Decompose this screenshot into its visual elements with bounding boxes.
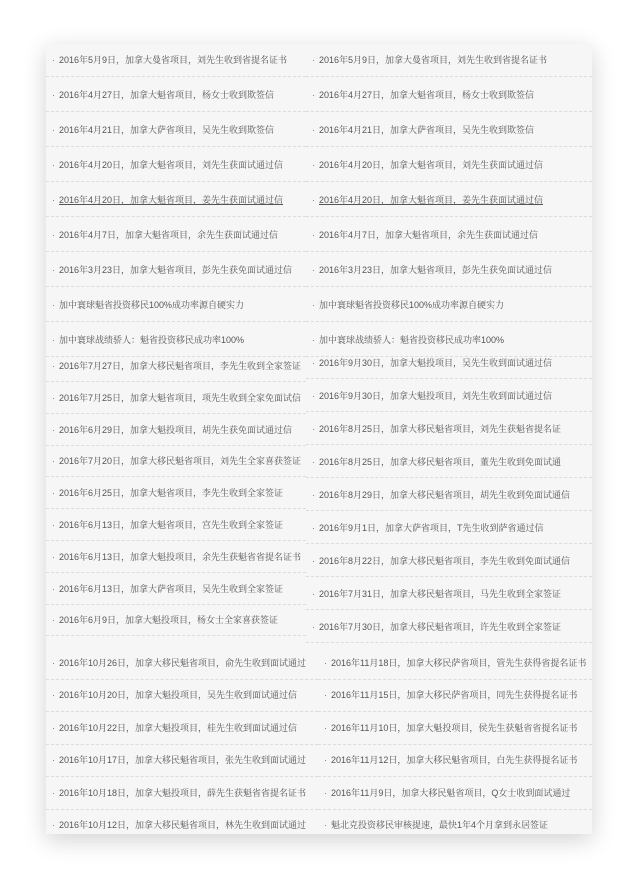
news-item-text: 2016年4月7日，加拿大魁省项目，余先生获面试通过信 — [59, 230, 279, 240]
bullet-icon: · — [324, 820, 327, 830]
news-item-link[interactable] — [318, 745, 592, 777]
news-item-link[interactable] — [306, 79, 592, 112]
bullet-icon: · — [324, 658, 327, 668]
news-item-text: 2016年11月10日，加拿大魁投项目，侯先生获魁省省提名证书 — [331, 722, 578, 733]
bullet-icon: · — [52, 195, 55, 205]
news-item-text: 2016年8月25日，加拿大移民魁省项目，董先生收到免面试通 — [319, 457, 562, 467]
news-item-link[interactable] — [318, 810, 592, 834]
bullet-icon: · — [52, 820, 55, 830]
news-item-text: 2016年7月30日，加拿大移民魁省项目，许先生收到全家签证 — [319, 622, 562, 632]
bullet-icon: · — [312, 358, 315, 368]
news-item-text: 2016年8月29日，加拿大移民魁省项目，胡先生收到免面试通信 — [319, 490, 571, 500]
news-item-link[interactable] — [46, 713, 318, 745]
bullet-icon: · — [52, 755, 55, 766]
bullet-icon: · — [312, 265, 315, 275]
news-item-link[interactable] — [46, 605, 306, 636]
bullet-icon: · — [52, 424, 55, 435]
bullet-icon: · — [312, 160, 315, 170]
news-item-text: 2016年3月23日，加拿大魁省项目，彭先生获免面试通过信 — [59, 265, 293, 275]
news-item-link[interactable] — [306, 254, 592, 287]
bullet-icon: · — [312, 125, 315, 135]
bullet-icon: · — [52, 456, 55, 467]
news-item-link[interactable] — [46, 478, 306, 509]
news-item-link[interactable] — [306, 447, 592, 478]
bullet-icon: · — [52, 583, 55, 594]
news-item-text: 2016年11月18日，加拿大移民萨省项目，管先生获得省提名证书 — [331, 658, 587, 668]
news-item-text: 2016年7月31日，加拿大移民魁省项目，马先生收到全家签证 — [319, 589, 562, 599]
bullet-icon: · — [312, 230, 315, 240]
news-item-link[interactable] — [46, 415, 306, 446]
news-item-link[interactable] — [318, 680, 592, 712]
news-item-link[interactable] — [46, 680, 318, 712]
news-item-text: 2016年5月9日，加拿大曼省项目，刘先生收到省提名证书 — [319, 55, 548, 65]
news-item-link[interactable] — [46, 648, 318, 680]
news-item-text: 2016年4月21日，加拿大萨省项目，吴先生收到欺签信 — [319, 125, 535, 135]
news-item-link[interactable] — [306, 381, 592, 412]
news-item-text: 2016年9月1日，加拿大萨省项目，T先生收到萨省通过信 — [319, 523, 544, 533]
news-item-link[interactable] — [306, 114, 592, 147]
bullet-icon: · — [312, 523, 315, 533]
news-item-text: 魁北克投资移民审核提速，最快1年4个月拿到永居签证 — [331, 820, 549, 830]
news-item-text: 加中寰球魁省投资移民100%成功率源自硬实力 — [59, 300, 245, 310]
bullet-icon: · — [52, 265, 55, 275]
news-item-text: 2016年10月18日，加拿大魁投项目，薛先生获魁省省提名证书 — [59, 787, 307, 798]
bullet-icon: · — [324, 755, 327, 766]
bullet-icon: · — [324, 787, 327, 798]
bullet-icon: · — [52, 125, 55, 135]
news-item-text: 2016年11月15日，加拿大移民萨省项目，同先生获得提名证书 — [331, 690, 578, 701]
news-item-text: 2016年3月23日，加拿大魁省项目，彭先生获免面试通过信 — [319, 265, 553, 275]
news-item-link[interactable] — [46, 254, 306, 287]
news-item-link[interactable] — [306, 513, 592, 544]
bullet-icon: · — [312, 195, 315, 205]
news-item-text: 2016年9月30日，加拿大魁投项目，刘先生收到面试通过信 — [319, 391, 553, 401]
bullet-icon: · — [52, 300, 55, 310]
news-item-link[interactable] — [46, 745, 318, 777]
bullet-icon: · — [52, 55, 55, 65]
news-item-text: 2016年6月13日，加拿大魁省项目，宫先生收到全家签证 — [59, 520, 284, 530]
news-item-link[interactable] — [306, 289, 592, 322]
news-item-link[interactable] — [46, 510, 306, 541]
news-item-link[interactable] — [46, 219, 306, 252]
news-item-link[interactable] — [306, 579, 592, 610]
news-item-link[interactable] — [306, 149, 592, 182]
bullet-icon: · — [52, 361, 55, 371]
news-item-link[interactable] — [46, 114, 306, 147]
news-item-text: 2016年10月17日，加拿大移民魁省项目，张先生收到面试通过 — [59, 755, 307, 766]
bullet-icon: · — [312, 391, 315, 401]
bullet-icon: · — [52, 722, 55, 733]
news-item-text: 2016年10月26日，加拿大移民魁省项目，俞先生收到面试通过 — [59, 658, 307, 668]
news-item-text: 2016年7月20日，加拿大移民魁省项目，刘先生全家喜获签证 — [59, 456, 302, 467]
news-item-text: 2016年6月13日，加拿大魁投项目，余先生获魁省省提名证书 — [59, 551, 302, 562]
bullet-icon: · — [52, 230, 55, 240]
news-item-text: 2016年4月20日，加拿大魁省项目，刘先生获面试通过信 — [319, 160, 544, 170]
bullet-icon: · — [312, 457, 315, 467]
bullet-icon: · — [52, 690, 55, 701]
news-item-text: 2016年4月27日，加拿大魁省项目，杨女士收到欺签信 — [59, 90, 275, 100]
news-item-text: 2016年4月21日，加拿大萨省项目，吴先生收到欺签信 — [59, 125, 275, 135]
news-item-text: 2016年10月12日，加拿大移民魁省项目，林先生收到面试通过 — [59, 820, 307, 830]
news-item-link[interactable] — [306, 219, 592, 252]
news-item-link[interactable] — [46, 574, 306, 605]
bullet-icon: · — [312, 55, 315, 65]
news-item-link[interactable] — [46, 351, 306, 382]
news-item-text: 2016年5月9日，加拿大曼省项目，刘先生收到省提名证书 — [59, 55, 288, 65]
bullet-icon: · — [324, 722, 327, 733]
news-item-link[interactable] — [46, 79, 306, 112]
news-item-link[interactable] — [318, 648, 592, 680]
news-item-text: 2016年11月9日，加拿大移民魁省项目，Q女士收到面试通过 — [331, 787, 571, 798]
bullet-icon: · — [52, 615, 55, 626]
news-item-text: 2016年6月29日，加拿大魁投项目，胡先生获免面试通过信 — [59, 424, 293, 435]
news-item-text: 2016年6月13日，加拿大萨省项目，吴先生收到全家签证 — [59, 583, 284, 594]
bullet-icon: · — [52, 658, 55, 668]
news-item-text: 2016年10月20日，加拿大魁投项目，吴先生收到面试通过信 — [59, 690, 298, 701]
bullet-icon: · — [312, 622, 315, 632]
news-item-text: 2016年4月7日，加拿大魁省项目，余先生获面试通过信 — [319, 230, 539, 240]
news-item-link[interactable] — [46, 289, 306, 322]
news-item-text: 2016年7月27日，加拿大移民魁省项目，李先生收到全家签证 — [59, 361, 302, 371]
news-item-text: 2016年7月25日，加拿大魁省项目，项先生收到全家免面试信 — [59, 392, 302, 403]
news-item-link[interactable] — [46, 810, 318, 834]
news-item-text: 2016年8月22日，加拿大移民魁省项目，李先生收到免面试通信 — [319, 556, 571, 566]
bullet-icon: · — [52, 392, 55, 403]
news-item-text: 2016年10月22日，加拿大魁投项目，桂先生收到面试通过信 — [59, 722, 298, 733]
news-item-link[interactable] — [46, 446, 306, 477]
news-item-link[interactable] — [46, 44, 306, 77]
bullet-icon: · — [312, 556, 315, 566]
news-item-text: 2016年6月25日，加拿大魁省项目，李先生收到全家签证 — [59, 488, 284, 499]
news-item-link[interactable] — [46, 383, 306, 414]
news-item-text: 加中寰球魁省投资移民100%成功率源自硬实力 — [319, 300, 505, 310]
bullet-icon: · — [312, 300, 315, 310]
news-item-link[interactable] — [318, 713, 592, 745]
bullet-icon: · — [52, 160, 55, 170]
bullet-icon: · — [312, 589, 315, 599]
news-item-link[interactable] — [46, 542, 306, 573]
news-item-link[interactable] — [46, 149, 306, 182]
news-item-link[interactable] — [306, 612, 592, 643]
bullet-icon: · — [52, 335, 55, 345]
bullet-icon: · — [312, 335, 315, 345]
news-item-text: 2016年11月12日，加拿大移民魁省项目，白先生获得提名证书 — [331, 755, 578, 766]
news-item-text: 2016年6月9日，加拿大魁投项目，杨女士全家喜获签证 — [59, 615, 279, 626]
bullet-icon: · — [324, 690, 327, 701]
news-item-link[interactable] — [306, 480, 592, 511]
news-item-link[interactable] — [306, 184, 592, 217]
bullet-icon: · — [52, 520, 55, 530]
news-item-link[interactable] — [318, 778, 592, 810]
news-item-link[interactable] — [46, 778, 318, 810]
bullet-icon: · — [312, 90, 315, 100]
news-item-link[interactable] — [306, 546, 592, 577]
bullet-icon: · — [52, 787, 55, 798]
bullet-icon: · — [52, 551, 55, 562]
news-item-link[interactable] — [306, 348, 592, 379]
news-item-text: 2016年8月25日，加拿大移民魁省项目，刘先生获魁省提名证 — [319, 424, 562, 434]
news-item-link[interactable] — [306, 44, 592, 77]
bullet-icon: · — [312, 490, 315, 500]
news-item-text: 2016年4月20日，加拿大魁省项目，姜先生获面试通过信 — [319, 195, 544, 205]
bullet-icon: · — [52, 488, 55, 499]
news-item-link[interactable] — [46, 184, 306, 217]
news-item-text: 2016年4月20日，加拿大魁省项目，姜先生获面试通过信 — [59, 195, 284, 205]
bullet-icon: · — [52, 90, 55, 100]
bullet-icon: · — [312, 424, 315, 434]
news-list-page — [46, 44, 592, 834]
news-item-link[interactable] — [306, 414, 592, 445]
news-item-text: 2016年4月20日，加拿大魁省项目，刘先生获面试通过信 — [59, 160, 284, 170]
news-item-text: 加中寰球战绩骄人：魁省投资移民成功率100% — [59, 335, 245, 345]
news-item-text: 2016年4月27日，加拿大魁省项目，杨女士收到欺签信 — [319, 90, 535, 100]
news-item-text: 加中寰球战绩骄人：魁省投资移民成功率100% — [319, 335, 505, 345]
news-item-text: 2016年9月30日，加拿大魁投项目，吴先生收到面试通过信 — [319, 358, 553, 368]
